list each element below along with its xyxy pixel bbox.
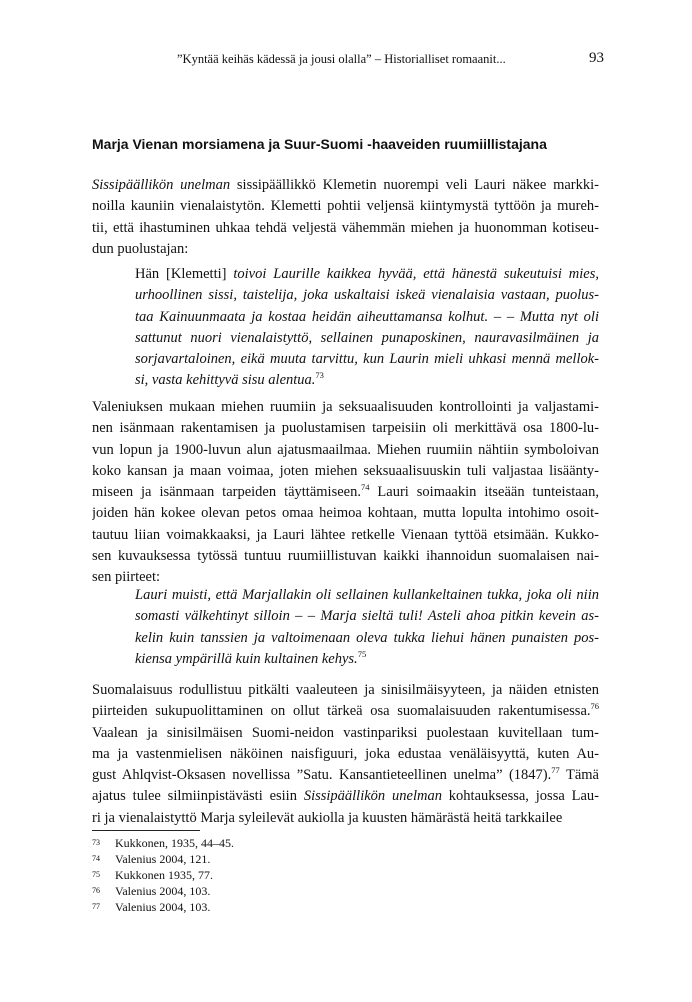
text-line: vun lopun ja 1900-luvun alun ajatusmaailmaa. Miehen ruumiin nähtiin symboloivan [92,441,599,458]
text-line: nen isänmaan rakentamisen ja puolustamisen tarpeisiin oli merkittävä osa 1800-lu- [92,420,599,437]
footnote-ref: 75 [357,649,367,660]
quote-line: sattunut nuori vienalaistyttö, sellainen punaposkinen, nauravasilmäinen ja [135,329,599,346]
block-quote-2 [135,585,599,670]
quote-line: sorjavartaloinen, eikä muuta tarvittu, kun Laurin mieli uhkasi mennä mellok- [135,351,599,368]
section-heading: Marja Vienan morsiamena ja Suur-Suomi -haaveiden ruumiillistajana [92,136,547,152]
paragraph-2 [92,397,599,589]
text-line: koko kansan ja maan voimaa, joten miehen seksuaalisuuskin tuli valjastaa lisäänty- [92,462,599,479]
quote-line: urhoollinen sissi, taistelija, joka uskaltaisi iskeä vienalaisia vastaan, puolus- [135,287,599,304]
footnote [92,883,234,899]
footnote [92,867,234,883]
footnote-text: Kukkonen 1935, 77. [115,868,213,882]
footnote-divider [92,830,200,831]
text-line: Vaalean ja sinisilmäisen Suomi-neidon vastinpariksi puolestaan kuvitellaan tum- [92,724,599,741]
footnote [92,851,234,867]
quote-line [135,264,599,285]
quote-line: taa Kainuunmaata ja kostaa heidän aiheuttamansa kolhut. – – Mutta nyt oli [135,308,599,325]
text-line [92,701,599,722]
quote-line: somasti välkehtinyt silloin – – Marja sieltä tuli! Asteli ahoa pitkin kevein as- [135,608,599,625]
text-span: miseen ja isänmaan tarpeiden täyttämiseen. [92,484,361,501]
text-line [92,786,599,807]
text-span: Tämä [559,767,599,784]
text-span: Lauri soimaakin itseään tunteistaan, [369,484,599,501]
quote-line [135,370,599,391]
footnote-text: Valenius 2004, 103. [115,884,211,898]
quote-line: kelin kuin tanssien ja valtoimenaan oleva tukka liehui hänen punaisten pos- [135,629,599,646]
text-line: ri ja vienalaistyttö Marja syleilevät aukiolla ja kuusten hämärästä heitä tarkkailee [92,809,563,826]
italic-title: Sissipäällikön unelman [303,788,442,805]
text-line: joiden hän kokee olevan petos omaa heimoa kohtaan, mutta lopulta intohimo osoit- [92,505,599,522]
footnote-ref: 77 [551,765,560,776]
paragraph-1 [92,175,599,260]
footnote [92,899,234,915]
footnote-number: 73 [92,838,100,847]
text-line: ma ja vastenmielisen näköinen naisfiguuri, joka edustaa venäläisyyttä, kuten Au- [92,745,599,762]
running-title: ”Kyntää keihäs kädessä ja jousi olalla” – Historialliset romaanit... [177,52,506,66]
footnote-number: 75 [92,870,100,879]
text-span: sissipäällikkö Klemetin nuorempi veli Lauri näkee markki- [230,177,599,193]
paragraph-3 [92,680,599,829]
footnotes [92,835,234,915]
footnote-text: Valenius 2004, 121. [115,852,211,866]
footnote-ref: 74 [360,482,370,493]
page-number: 93 [589,50,604,66]
text-span: si, vasta kehittyvä sisu alentua. [135,372,316,389]
footnote-text: Kukkonen, 1935, 44–45. [115,836,234,850]
text-span: kiensa ympärillä kuin kultainen kehys. [135,650,358,667]
quote-line: Lauri muisti, että Marjallakin oli sellainen kullankeltainen tukka, joka oli niin [135,587,599,603]
footnote-ref: 76 [590,701,599,712]
text-line [92,482,599,503]
footnote-number: 77 [92,902,100,911]
text-span: gust Ahlqvist-Oksasen novellissa ”Satu. Kansantieteellinen unelma” (1847). [92,767,552,784]
text-line [92,175,599,196]
text-line: Suomalaisuus rodullistuu pitkälti vaaleuteen ja sinisilmäisyyteen, ja näiden etnisten [92,682,599,698]
footnote [92,835,234,851]
text-line: tautuu liian voimakkaaksi, ja Lauri lähtee retkelle Vienaan tyttöä etsimään. Kukko- [92,526,599,543]
italic-title: Sissipäällikön unelman [92,177,231,193]
text-line: sen kuvauksessa tytössä tuntuu ruumiillistuvan kaikki ihannoidun suomalaisen nai- [92,548,599,565]
text-line: sen piirteet: [92,569,161,586]
quote-line [135,649,599,670]
block-quote-1 [135,264,599,392]
footnote-number: 74 [92,854,100,863]
text-span: piirteiden sukupuolittaminen on ollut tärkeä osa suomalaisuuden rakentumisessa. [92,703,591,720]
quote-upright-text: Hän [Klemetti] [135,266,227,282]
text-span: kohtauksessa, jossa Lau- [441,788,599,805]
text-line: noilla kauniin vienalaistytön. Klemetti pohtii veljensä kiintymystä tyttöön ja mureh- [92,198,599,215]
text-line: tii, että ihastuminen uhkaa tehdä veljestä vähemmän miehen ja huonomman kotiseu- [92,219,599,236]
text-span: ajatus tulee silmiinpistävästi esiin [92,788,304,805]
text-span: toivoi Laurille kaikkea hyvää, että hänestä sukeutuisi mies, [226,266,599,282]
text-line: dun puolustajan: [92,240,189,257]
text-line: Valeniuksen mukaan miehen ruumiin ja seksuaalisuuden kontrollointi ja valjastami- [92,399,599,415]
text-line [92,765,599,786]
footnote-text: Valenius 2004, 103. [115,900,211,914]
footnote-ref: 73 [315,370,324,381]
footnote-number: 76 [92,886,100,895]
